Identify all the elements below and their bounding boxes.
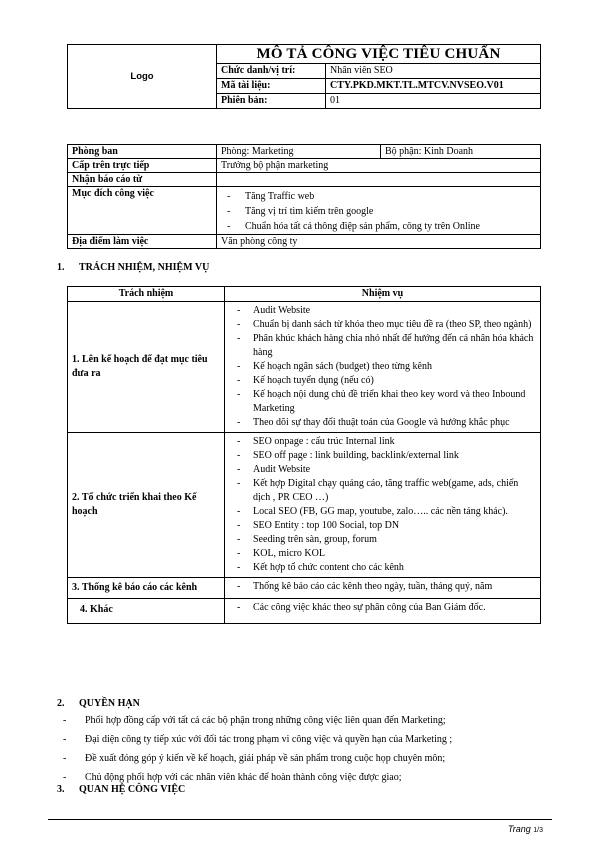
list-item: - Thống kê báo cáo các kênh theo ngày, tuần, tháng quý, năm <box>229 580 536 594</box>
list-item: - Chuẩn hóa tất cả thông điệp sản phẩm, công ty trên Online <box>221 219 536 234</box>
purpose-list <box>221 189 536 234</box>
table-row <box>68 599 541 624</box>
responsibility-name: 1. Lên kế hoạch để đạt mục tiêu đưa ra <box>68 302 225 433</box>
version-value: 01 <box>326 94 541 109</box>
list-item: - Tăng Traffic web <box>221 189 536 204</box>
list-item: - Kế hoạch nội dung chủ đề triển khai theo key word và theo Inbound Marketing <box>229 388 536 416</box>
list-item: - Local SEO (FB, GG map, youtube, zalo….. các nền tảng khác). <box>229 505 536 519</box>
rights-section <box>57 698 557 787</box>
purpose-label: Mục đích công việc <box>68 187 217 235</box>
list-item: - KOL, micro KOL <box>229 547 536 561</box>
list-item: - Kết hợp tổ chức content cho các kênh <box>229 561 536 575</box>
department-label: Phòng ban <box>68 145 217 159</box>
task-list-cell <box>225 302 541 433</box>
location-value: Văn phòng công ty <box>217 235 541 249</box>
page-count: 1/3 <box>533 827 543 834</box>
manager-label: Cấp trên trực tiếp <box>68 159 217 173</box>
section-number: 3. <box>57 784 65 795</box>
responsibilities-table <box>67 286 541 624</box>
table-row <box>68 578 541 599</box>
list-item: - Audit Website <box>229 304 536 318</box>
task-list-cell <box>225 433 541 578</box>
version-label: Phiên bản: <box>217 94 326 109</box>
list-item: - Đề xuất đóng góp ý kiến về kế hoạch, giải pháp về sản phẩm trong cuộc họp chuyên môn; <box>57 749 557 768</box>
section-heading <box>57 698 557 709</box>
section-title: QUYỀN HẠN <box>79 698 140 709</box>
section-title: QUAN HỆ CÔNG VIỆC <box>79 784 186 795</box>
task-list <box>229 578 536 596</box>
list-item: - Đại diện công ty tiếp xúc với đối tác trong phạm vi công việc và quyền hạn của Marketing ; <box>57 730 557 749</box>
task-list-cell <box>225 578 541 599</box>
responsibility-name: 3. Thống kê báo cáo các kênh <box>68 578 225 599</box>
doc-code-value: CTY.PKD.MKT.TL.MTCV.NVSEO.V01 <box>326 79 541 94</box>
list-item: - Kết hợp Digital chạy quảng cáo, tăng traffic web(game, ads, chiến dịch , PR CEO …) <box>229 477 536 505</box>
task-list <box>229 302 536 432</box>
section-heading <box>57 262 209 273</box>
task-list <box>229 599 536 617</box>
column-header: Nhiệm vụ <box>225 287 541 302</box>
section-title: TRÁCH NHIỆM, NHIỆM VỤ <box>79 262 210 273</box>
list-item: - Chủ động phối hợp với các nhân viên khác để hoàn thành công việc được giao; <box>57 768 557 787</box>
task-list <box>229 433 536 577</box>
list-item: - Seeding trên sàn, group, forum <box>229 533 536 547</box>
list-item: - Phối hợp đồng cấp với tất cả các bộ phận trong những công việc liên quan đến Marketing; <box>57 711 557 730</box>
list-item: - Kế hoạch ngân sách (budget) theo từng kênh <box>229 360 536 374</box>
responsibility-name: 2. Tổ chức triển khai theo Kế hoạch <box>68 433 225 578</box>
table-row <box>68 302 541 433</box>
list-item: - Tăng vị trí tìm kiếm trên google <box>221 204 536 219</box>
location-label: Địa điểm làm việc <box>68 235 217 249</box>
responsibility-name: 4. Khác <box>68 599 225 624</box>
document-header <box>67 44 541 109</box>
list-item: - Chuẩn bị danh sách từ khóa theo mục tiêu đề ra (theo SP, theo ngành) <box>229 318 536 332</box>
position-label: Chức danh/vị trí: <box>217 64 326 79</box>
section-number: 2. <box>57 698 65 709</box>
page-number <box>508 824 543 834</box>
rights-list <box>57 711 557 787</box>
manager-value: Trưởng bộ phận marketing <box>217 159 541 173</box>
page-label: Trang <box>507 824 531 834</box>
task-list-cell <box>225 599 541 624</box>
logo: Logo <box>68 45 217 109</box>
list-item: - Kế hoạch tuyển dụng (nếu có) <box>229 374 536 388</box>
report-label: Nhận báo cáo từ <box>68 173 217 187</box>
footer-divider <box>48 819 552 820</box>
document-title: MÔ TẢ CÔNG VIỆC TIÊU CHUẨN <box>217 45 541 64</box>
list-item: - SEO Entity : top 100 Social, top DN <box>229 519 536 533</box>
list-item: - Audit Website <box>229 463 536 477</box>
list-item: - Phân khúc khách hàng chia nhỏ nhất để hướng đến cá nhân hóa khách hàng <box>229 332 536 360</box>
purpose-list-cell <box>217 187 541 235</box>
department-value: Phòng: Marketing <box>217 145 381 159</box>
division-value: Bộ phận: Kinh Doanh <box>381 145 541 159</box>
list-item: - Theo dõi sự thay đổi thuật toán của Google và hướng khắc phục <box>229 416 536 430</box>
list-item: - SEO onpage : cấu trúc Internal link <box>229 435 536 449</box>
report-value <box>217 173 541 187</box>
list-item: - Các công việc khác theo sự phân công của Ban Giám đốc. <box>229 601 536 615</box>
doc-code-label: Mã tài liệu: <box>217 79 326 94</box>
job-info-table <box>67 144 541 249</box>
table-row <box>68 433 541 578</box>
section-heading <box>57 784 185 795</box>
column-header: Trách nhiệm <box>68 287 225 302</box>
list-item: - SEO off page : link building, backlink/external link <box>229 449 536 463</box>
position-value: Nhân viên SEO <box>326 64 541 79</box>
section-number: 1. <box>57 262 65 273</box>
